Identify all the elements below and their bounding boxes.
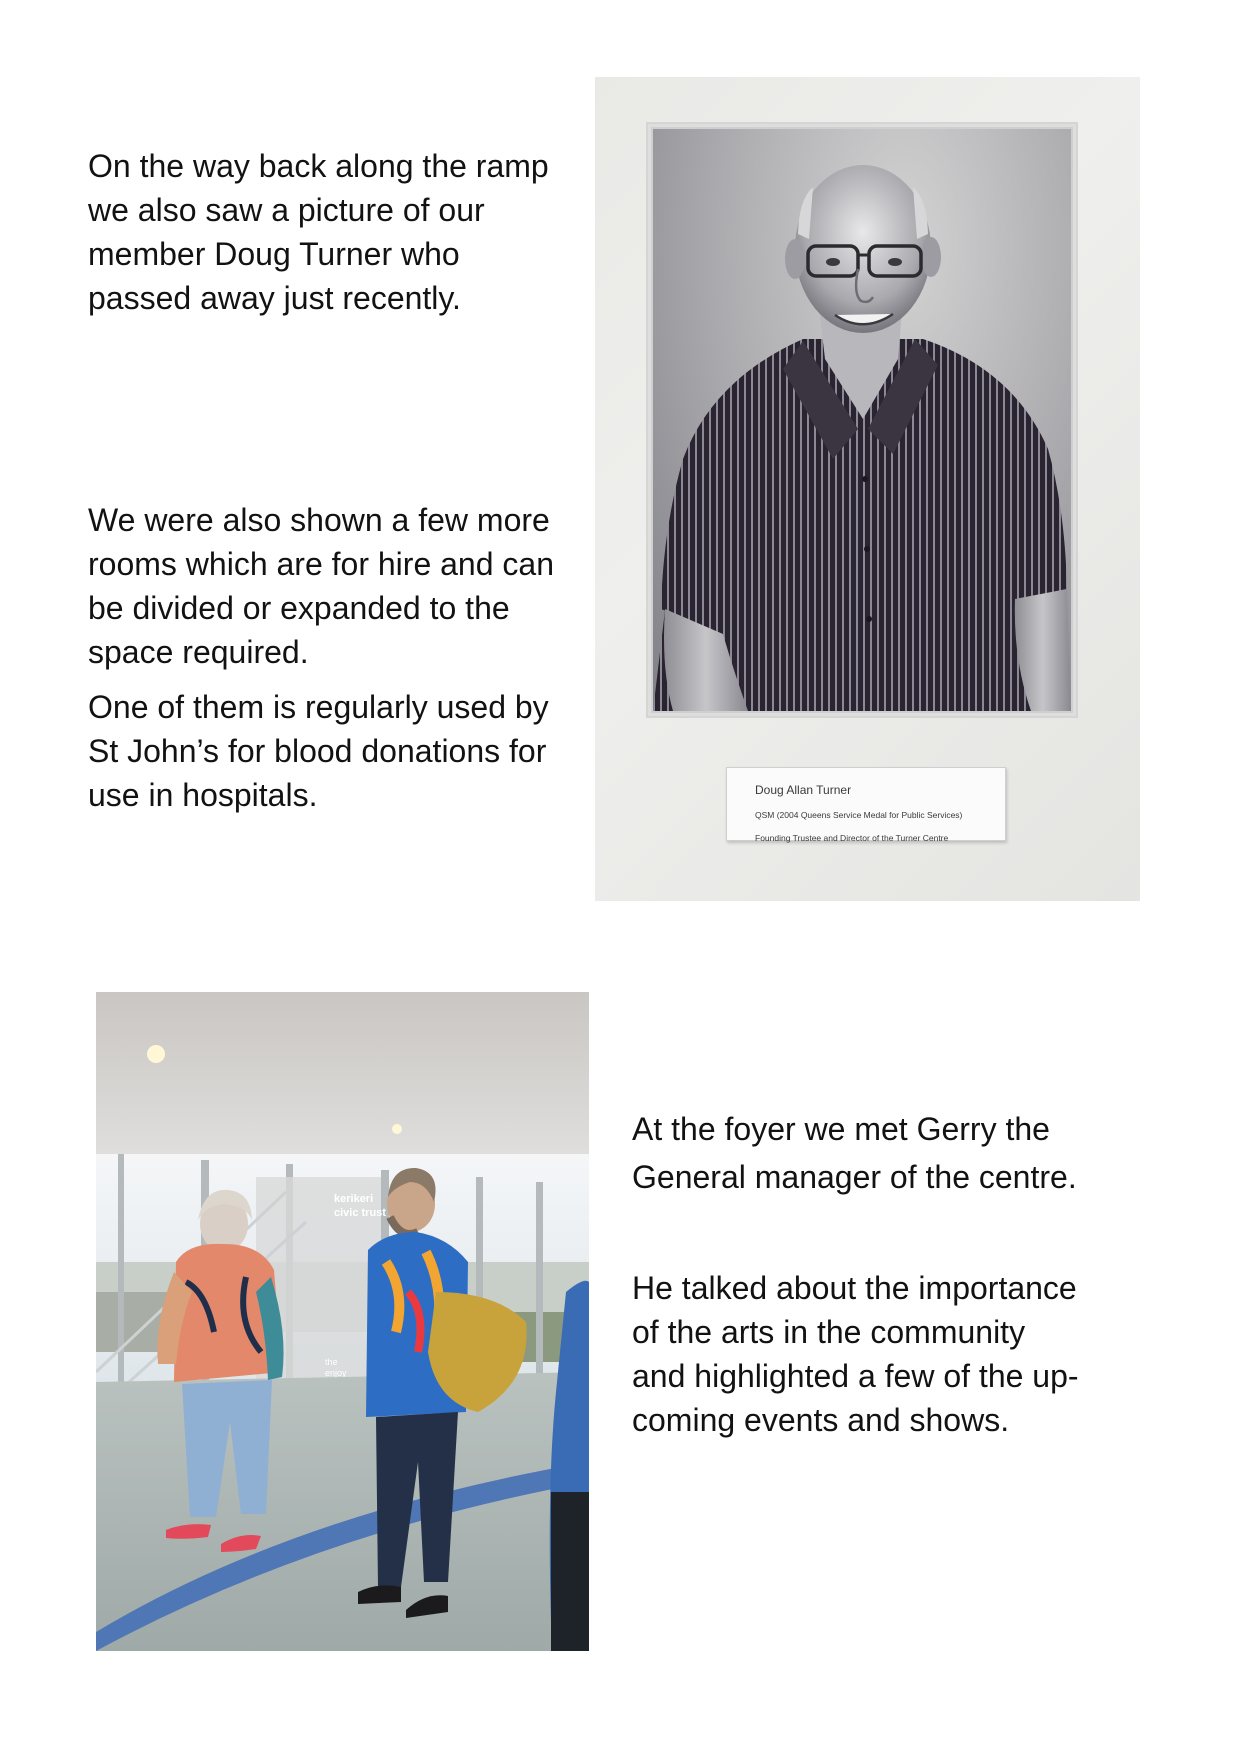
framed-portrait-photo	[595, 77, 1140, 901]
sign-text: civic trust	[334, 1207, 386, 1219]
intro-line: member Doug Turner who	[88, 236, 460, 272]
face	[795, 165, 931, 333]
blood-donation-paragraph	[88, 685, 588, 817]
arts-line: coming events and shows.	[632, 1402, 1010, 1438]
blood-donation-line: use in hospitals.	[88, 777, 318, 813]
rooms-section	[88, 498, 588, 817]
rooms-line: We were also shown a few more	[88, 502, 550, 538]
blood-donation-line: St John’s for blood donations for	[88, 733, 547, 769]
rooms-line: rooms which are for hire and can	[88, 546, 554, 582]
intro-line: we also saw a picture of our	[88, 192, 485, 228]
placard-role: Founding Trustee and Director of the Turner Centre	[755, 833, 949, 843]
intro-line: passed away just recently.	[88, 280, 461, 316]
portrait-illustration	[653, 129, 1071, 711]
foyer-paragraph	[632, 1105, 1152, 1201]
arts-line: He talked about the importance	[632, 1270, 1077, 1306]
arts-line: and highlighted a few of the up-	[632, 1358, 1079, 1394]
placard-name: Doug Allan Turner	[755, 783, 852, 797]
blood-donation-line: One of them is regularly used by	[88, 689, 549, 725]
foyer-illustration	[96, 992, 589, 1651]
foyer-line: At the foyer we met Gerry the	[632, 1111, 1050, 1147]
placard-award: QSM (2004 Queens Service Medal for Public Services)	[755, 810, 963, 820]
foyer-line: General manager of the centre.	[632, 1159, 1077, 1195]
foyer-photo	[96, 992, 589, 1651]
sign-text: kerikeri	[334, 1193, 374, 1205]
arts-line: of the arts in the community	[632, 1314, 1026, 1350]
ceiling-light	[147, 1045, 165, 1063]
sign-text: enjoy	[325, 1368, 347, 1378]
sign-text: the	[325, 1357, 338, 1367]
arts-paragraph	[632, 1266, 1152, 1442]
intro-line: On the way back along the ramp	[88, 148, 549, 184]
intro-paragraph	[88, 144, 588, 320]
rooms-line: be divided or expanded to the	[88, 590, 510, 626]
name-placard	[726, 767, 1006, 841]
rooms-paragraph	[88, 498, 588, 674]
rooms-line: space required.	[88, 634, 309, 670]
ceiling-light	[392, 1124, 402, 1134]
portrait-image	[653, 129, 1071, 711]
